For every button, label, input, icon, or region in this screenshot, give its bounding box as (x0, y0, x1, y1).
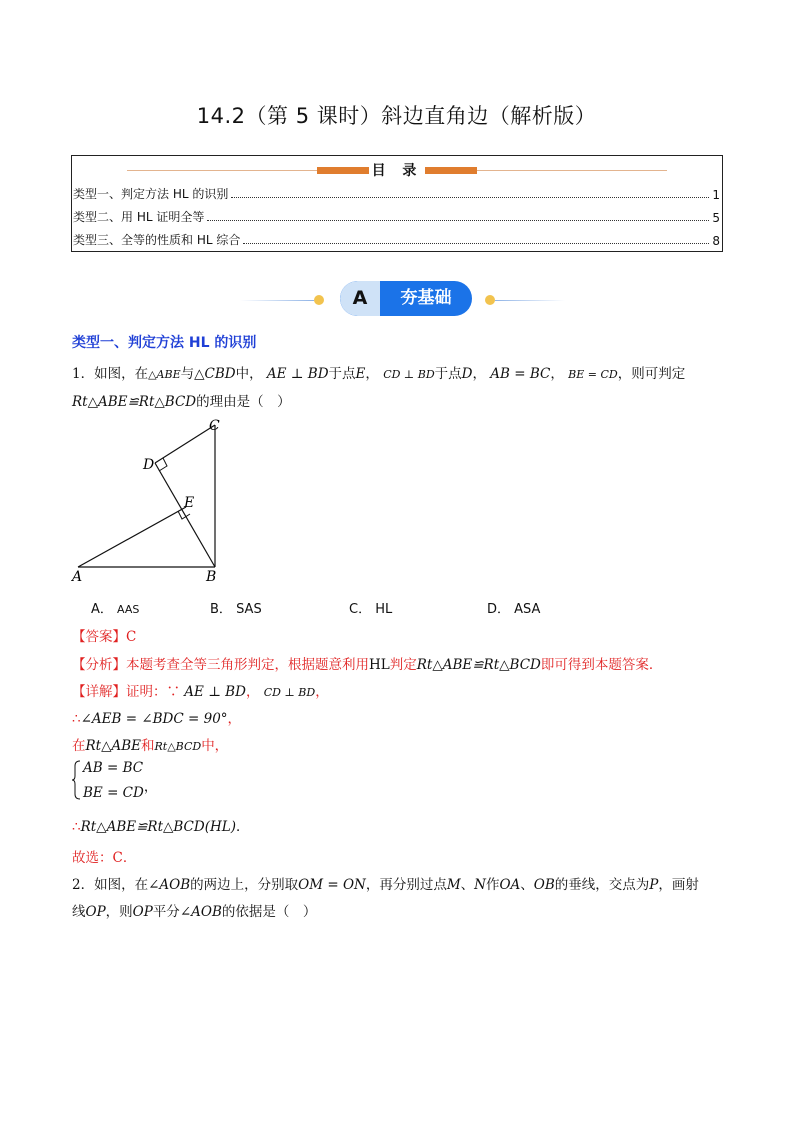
text: 于点 (328, 366, 356, 382)
text: ， (315, 684, 329, 700)
analysis-line (72, 653, 662, 673)
text: 中， (201, 738, 229, 754)
label-e: E (184, 495, 195, 511)
text: 证明：∵ (126, 684, 180, 700)
conclusion-line (72, 815, 249, 835)
math: Rt△ABE≌Rt△BCD (72, 394, 197, 410)
toc-entry[interactable] (73, 207, 720, 225)
toc-entry-text: 类型一、判定方法 HL 的识别 (73, 187, 229, 201)
math: △ABE (148, 368, 181, 381)
toc-entry-page: 5 (712, 211, 720, 225)
math: OM = ON (298, 877, 366, 893)
banner-label: 夯基础 (400, 288, 452, 308)
math: OB (533, 877, 555, 893)
left-brace (72, 760, 82, 800)
text: 中， (235, 366, 263, 382)
text: 和 (141, 738, 155, 754)
text: ， (143, 779, 158, 795)
equation-2: BE = CD (83, 785, 144, 801)
math: M (446, 877, 461, 893)
geometry-figure (70, 415, 230, 585)
section-banner (240, 280, 560, 320)
toc-entry-page: 8 (712, 234, 720, 248)
section-title: 类型一、判定方法 HL 的识别 (72, 335, 257, 351)
segment-ae (78, 507, 186, 567)
toc-leader (207, 220, 709, 221)
math: Rt△ABE≌Rt△BCD(HL) (80, 819, 236, 835)
detail-line (72, 680, 329, 700)
text: 1．如图，在 (72, 366, 149, 382)
text: 即可得到本题答案． (540, 657, 663, 673)
question-1-line-2 (72, 390, 291, 410)
text: 平分 (152, 904, 180, 920)
question-2-line-1 (72, 873, 699, 893)
text: 、 (520, 877, 534, 893)
math: OP (85, 904, 106, 920)
option-value: AAS (117, 603, 140, 616)
label-c: C (209, 418, 220, 434)
question-2-line-2 (72, 900, 316, 920)
math: P (649, 877, 659, 893)
text: ∴ (72, 711, 81, 727)
math: Rt△ABE (85, 738, 141, 754)
toc-entry-text: 类型二、用 HL 证明全等 (73, 210, 205, 224)
segment-db (155, 463, 215, 567)
option-key: D． (487, 602, 511, 617)
toc-entry[interactable] (73, 230, 720, 248)
text: 本题考查全等三角形判定，根据题意利用 (126, 657, 369, 673)
text: 在 (72, 738, 86, 754)
text: ， (365, 366, 379, 382)
option-key: C． (349, 602, 372, 617)
label-b: B (206, 569, 217, 585)
option-value: HL (375, 602, 393, 617)
text: ∴ (72, 819, 81, 835)
math: BE = CD (568, 368, 618, 381)
banner-dot-left (314, 295, 324, 305)
banner-line-left (240, 300, 314, 301)
segment-cd (155, 425, 215, 463)
math: AB = BC (490, 366, 551, 382)
label-a: A (72, 569, 83, 585)
document-title: 14.2（第 5 课时）斜边直角边（解析版） (196, 104, 597, 128)
math: D (461, 366, 473, 382)
banner-line-right (495, 300, 565, 301)
text: ，画射 (658, 877, 699, 893)
text: 的垂线，交点为 (554, 877, 650, 893)
table-of-contents (71, 155, 723, 252)
text: ， (550, 366, 564, 382)
banner-pill (340, 281, 472, 316)
math: OP (132, 904, 153, 920)
math: CD ⊥ BD (383, 368, 435, 381)
banner-dot-right (485, 295, 495, 305)
option-key: A． (91, 602, 113, 617)
math: ∠AEB = ∠BDC = 90° (80, 711, 228, 727)
math: E (355, 366, 366, 382)
option-value: ASA (514, 602, 541, 617)
text: ． (235, 819, 250, 835)
text: 的依据是（ ） (221, 904, 317, 920)
math: OA (499, 877, 521, 893)
text: 的理由是（ ） (196, 394, 291, 410)
step-2-line (72, 707, 241, 727)
step-3-line (72, 734, 228, 754)
option-b[interactable] (210, 598, 262, 617)
math: AE ⊥ BD (266, 366, 329, 382)
option-a[interactable] (91, 598, 139, 617)
text: ， (472, 366, 486, 382)
text: 于点 (434, 366, 462, 382)
math: Rt△BCD (154, 740, 202, 753)
equation-1: AB = BC (83, 760, 144, 776)
math: N (474, 877, 486, 893)
answer-line (72, 625, 136, 645)
math: ∠AOB (179, 904, 222, 920)
text: ，则 (105, 904, 133, 920)
text: 2．如图，在 (72, 877, 149, 893)
option-c[interactable] (349, 598, 392, 617)
answer-value: C (126, 629, 137, 645)
detail-tag: 【详解】 (72, 684, 126, 700)
text: 判定 (389, 657, 417, 673)
equation-2-row (83, 781, 283, 801)
text: ， (227, 711, 242, 727)
text: 的两边上，分别取 (190, 877, 299, 893)
answer-tag: 【答案】 (72, 629, 126, 645)
option-value: SAS (236, 602, 262, 617)
option-key: B． (210, 602, 232, 617)
text: 线 (72, 904, 86, 920)
text: HL (369, 657, 390, 673)
toc-entry[interactable] (73, 184, 720, 202)
question-1-line-1 (72, 362, 685, 382)
math: CD ⊥ BD (263, 686, 316, 699)
math: ∠AOB (148, 877, 191, 893)
toc-entry-page: 1 (712, 188, 720, 202)
text: 、 (460, 877, 475, 893)
toc-leader (243, 243, 709, 244)
math: AE ⊥ BD (184, 684, 246, 700)
toc-label: 目 录 (371, 163, 423, 179)
text: 作 (485, 877, 500, 893)
math: △CBD (194, 366, 236, 382)
text: ，再分别过点 (365, 877, 447, 893)
choice-line: 故选：C． (72, 850, 137, 866)
toc-entry-text: 类型三、全等的性质和 HL 综合 (73, 233, 241, 247)
text: ，则可判定 (617, 366, 686, 382)
label-d: D (143, 457, 155, 473)
toc-leader (231, 197, 709, 198)
banner-letter: A (340, 281, 380, 316)
text: 与 (180, 366, 195, 382)
text: ， (245, 684, 260, 700)
math: Rt△ABE≌Rt△BCD (416, 657, 541, 673)
option-d[interactable] (487, 598, 540, 617)
toc-header (72, 160, 722, 180)
analysis-tag: 【分析】 (72, 657, 126, 673)
